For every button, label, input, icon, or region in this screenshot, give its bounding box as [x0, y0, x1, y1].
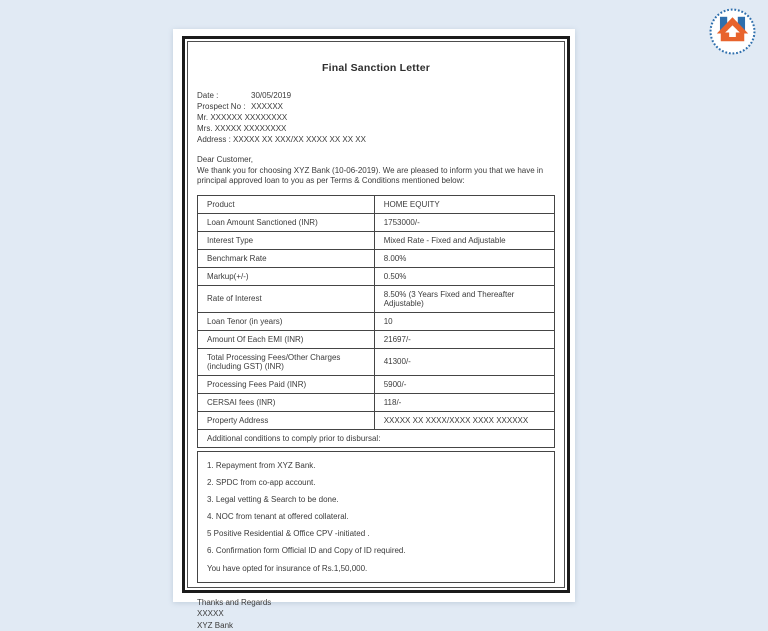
table-row: [198, 348, 555, 375]
row-label-cell: Total Processing Fees/Other Charges (including GST) (INR): [198, 348, 375, 375]
row-label-cell: CERSAI fees (INR): [198, 393, 375, 411]
closing-signatory: XXXXX: [197, 609, 224, 618]
closing-regards: Thanks and Regards: [197, 597, 272, 607]
letter-title: Final Sanction Letter: [321, 62, 431, 74]
applicant-mrs-line: Mrs. XXXXX XXXXXXXX: [197, 124, 287, 133]
table-row: [198, 330, 555, 348]
date-value: 30/05/2019: [251, 91, 292, 100]
row-value-cell: Mixed Rate - Fixed and Adjustable: [374, 231, 554, 249]
page-outer-border: [182, 36, 570, 630]
condition-item: 2. SPDC from co-app account.: [207, 477, 316, 487]
intro-paragraph: We thank you for choosing XYZ Bank (10-06-2019). We are pleased to inform you that we have in principal approved loan to you as per Terms & Conditions mentioned below:: [197, 165, 544, 185]
loan-details-table: [197, 195, 555, 448]
row-value-cell: 41300/-: [374, 348, 554, 375]
table-row: [198, 195, 555, 213]
insurance-note: You have opted for insurance of Rs.1,50,000.: [207, 563, 368, 573]
condition-item: 1. Repayment from XYZ Bank.: [207, 460, 316, 470]
table-row: [198, 393, 555, 411]
date-row: [197, 90, 555, 101]
applicant-address-line: Address : XXXXX XX XXX/XX XXXX XX XX XX: [197, 135, 366, 144]
row-value-cell: 8.00%: [374, 249, 554, 267]
letter-meta-block: [197, 90, 555, 145]
conditions-heading-row: [198, 429, 555, 447]
row-value-cell: 10: [374, 312, 554, 330]
row-label-cell: Product: [198, 195, 375, 213]
row-value-cell: 21697/-: [374, 330, 554, 348]
table-row: [198, 375, 555, 393]
letter-page: [173, 29, 575, 630]
table-row: [198, 285, 555, 312]
table-row: [198, 411, 555, 429]
row-value-cell: 5900/-: [374, 375, 554, 393]
table-row: [198, 231, 555, 249]
home-loan-logo: [708, 7, 757, 56]
house-icon: [708, 7, 757, 56]
row-value-cell: 0.50%: [374, 267, 554, 285]
conditions-box: [197, 451, 555, 583]
row-value-cell: 118/-: [374, 393, 554, 411]
row-label-cell: Amount Of Each EMI (INR): [198, 330, 375, 348]
row-label-cell: Interest Type: [198, 231, 375, 249]
prospect-value: XXXXXX: [251, 102, 284, 111]
row-label-cell: Property Address: [198, 411, 375, 429]
table-row: [198, 312, 555, 330]
conditions-heading: Additional conditions to comply prior to disbursal:: [198, 429, 555, 447]
prospect-row: [197, 101, 555, 112]
row-value-cell: XXXXX XX XXXX/XXXX XXXX XXXXXX: [374, 411, 554, 429]
row-label-cell: Benchmark Rate: [198, 249, 375, 267]
condition-item: 4. NOC from tenant at offered collateral.: [207, 511, 349, 521]
row-label-cell: Loan Tenor (in years): [198, 312, 375, 330]
closing-bank-name: XYZ Bank: [197, 620, 234, 630]
table-row: [198, 249, 555, 267]
row-label-cell: Processing Fees Paid (INR): [198, 375, 375, 393]
salutation: Dear Customer,: [197, 155, 254, 164]
closing-block: [197, 597, 555, 631]
date-label: Date :: [197, 91, 219, 100]
row-label-cell: Loan Amount Sanctioned (INR): [198, 213, 375, 231]
condition-item: 6. Confirmation form Official ID and Copy of ID required.: [207, 545, 406, 555]
applicant-mr-line: Mr. XXXXXX XXXXXXXX: [197, 113, 288, 122]
row-value-cell: 1753000/-: [374, 213, 554, 231]
row-value-cell: 8.50% (3 Years Fixed and Thereafter Adjustable): [374, 285, 554, 312]
condition-item: 5 Positive Residential & Office CPV -initiated .: [207, 528, 370, 538]
row-value-cell: HOME EQUITY: [374, 195, 554, 213]
table-row: [198, 213, 555, 231]
row-label-cell: Markup(+/-): [198, 267, 375, 285]
page-inner-border: [187, 41, 565, 630]
table-row: [198, 267, 555, 285]
condition-item: 3. Legal vetting & Search to be done.: [207, 494, 339, 504]
prospect-label: Prospect No :: [197, 102, 246, 111]
row-label-cell: Rate of Interest: [198, 285, 375, 312]
